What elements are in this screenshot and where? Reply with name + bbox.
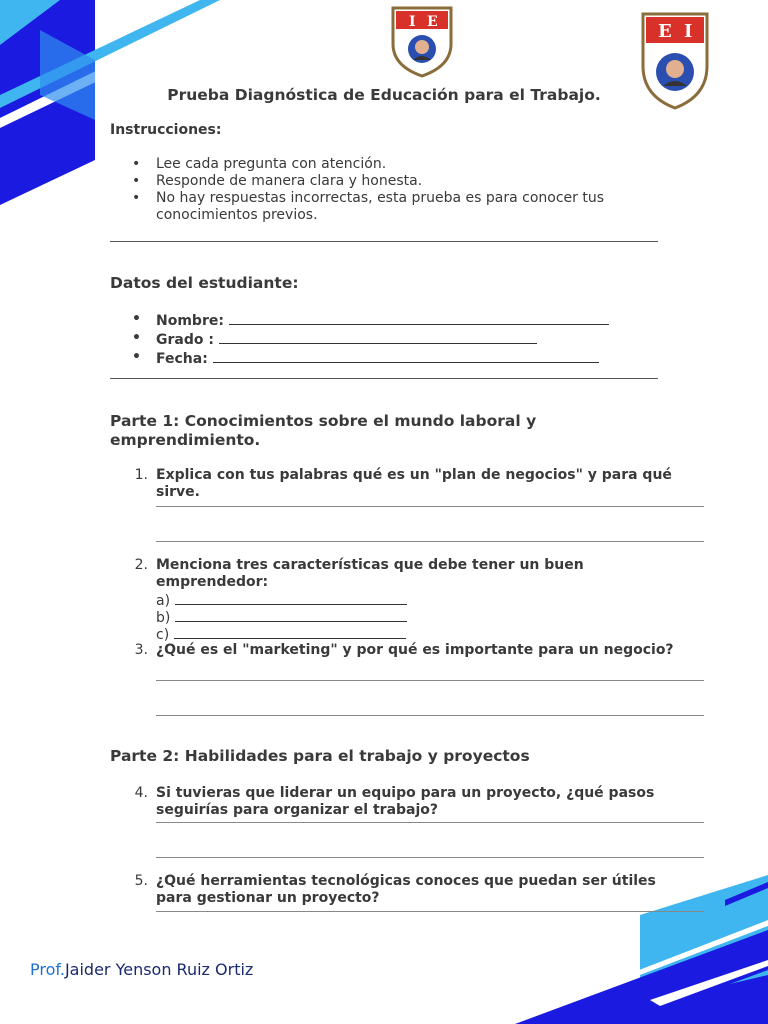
question-number: 2. [134, 557, 148, 573]
teacher-signature [30, 960, 253, 979]
option-blank[interactable] [174, 625, 406, 639]
svg-text:E: E [658, 21, 672, 42]
option-label: b) [156, 610, 171, 626]
list-item: • Lee cada pregunta con atención. [110, 156, 670, 173]
field-label: Nombre: [156, 313, 224, 329]
question-number: 4. [134, 785, 148, 801]
school-crest-icon [387, 4, 457, 78]
question-text: Si tuvieras que liderar un equipo para un proyecto, ¿qué pasos seguirías para organizar el trabajo? [156, 785, 655, 818]
svg-text:E: E [427, 14, 438, 30]
student-name-field[interactable] [110, 311, 670, 330]
footer-prefix: Prof. [30, 960, 65, 979]
list-item: • No hay respuestas incorrectas, esta prueba es para conocer tus conocimientos previos. [110, 190, 670, 224]
question-4 [130, 785, 690, 819]
answer-line[interactable] [156, 680, 704, 681]
question-5 [130, 873, 690, 907]
question-number: 1. [134, 467, 148, 483]
divider [110, 378, 658, 379]
question-number: 3. [134, 642, 148, 658]
question-text: Explica con tus palabras qué es un "plan de negocios" y para qué sirve. [156, 467, 672, 500]
question-3 [130, 642, 690, 659]
instructions-heading: Instrucciones: [110, 122, 222, 138]
option-label: c) [156, 627, 170, 643]
teacher-name: Jaider Yenson Ruiz Ortiz [64, 960, 254, 979]
option-blank[interactable] [175, 608, 407, 622]
answer-line[interactable] [156, 857, 704, 858]
question-text: ¿Qué herramientas tecnológicas conoces que puedan ser útiles para gestionar un proyecto? [156, 873, 656, 906]
svg-text:I: I [684, 21, 693, 42]
page-title: Prueba Diagnóstica de Educación para el Trabajo. [167, 86, 601, 104]
student-date-field[interactable] [110, 349, 670, 368]
student-heading: Datos del estudiante: [110, 274, 299, 292]
student-fields [110, 311, 670, 368]
list-item: • Responde de manera clara y honesta. [110, 173, 670, 190]
field-label: Grado : [156, 332, 214, 348]
answer-line[interactable] [156, 541, 704, 542]
name-blank[interactable] [229, 311, 609, 325]
date-blank[interactable] [213, 349, 599, 363]
part1-heading: Parte 1: Conocimientos sobre el mundo laboral y emprendimiento. [110, 412, 537, 449]
answer-line[interactable] [156, 822, 704, 823]
question-1 [130, 467, 690, 501]
grade-blank[interactable] [219, 330, 537, 344]
question-text: ¿Qué es el "marketing" y por qué es importante para un negocio? [156, 642, 674, 658]
student-grade-field[interactable] [110, 330, 670, 349]
question-number: 5. [134, 873, 148, 889]
divider [110, 241, 658, 242]
svg-text:I: I [409, 14, 416, 30]
answer-line[interactable] [156, 506, 704, 507]
part2-heading: Parte 2: Habilidades para el trabajo y proyectos [110, 747, 530, 765]
answer-line[interactable] [156, 911, 704, 912]
question-text: Menciona tres características que debe tener un buen emprendedor: [156, 557, 584, 590]
question-2 [130, 557, 690, 591]
instructions-list [110, 156, 670, 224]
answer-line[interactable] [156, 715, 704, 716]
field-label: Fecha: [156, 351, 208, 367]
option-label: a) [156, 593, 171, 609]
option-blank[interactable] [175, 591, 407, 605]
